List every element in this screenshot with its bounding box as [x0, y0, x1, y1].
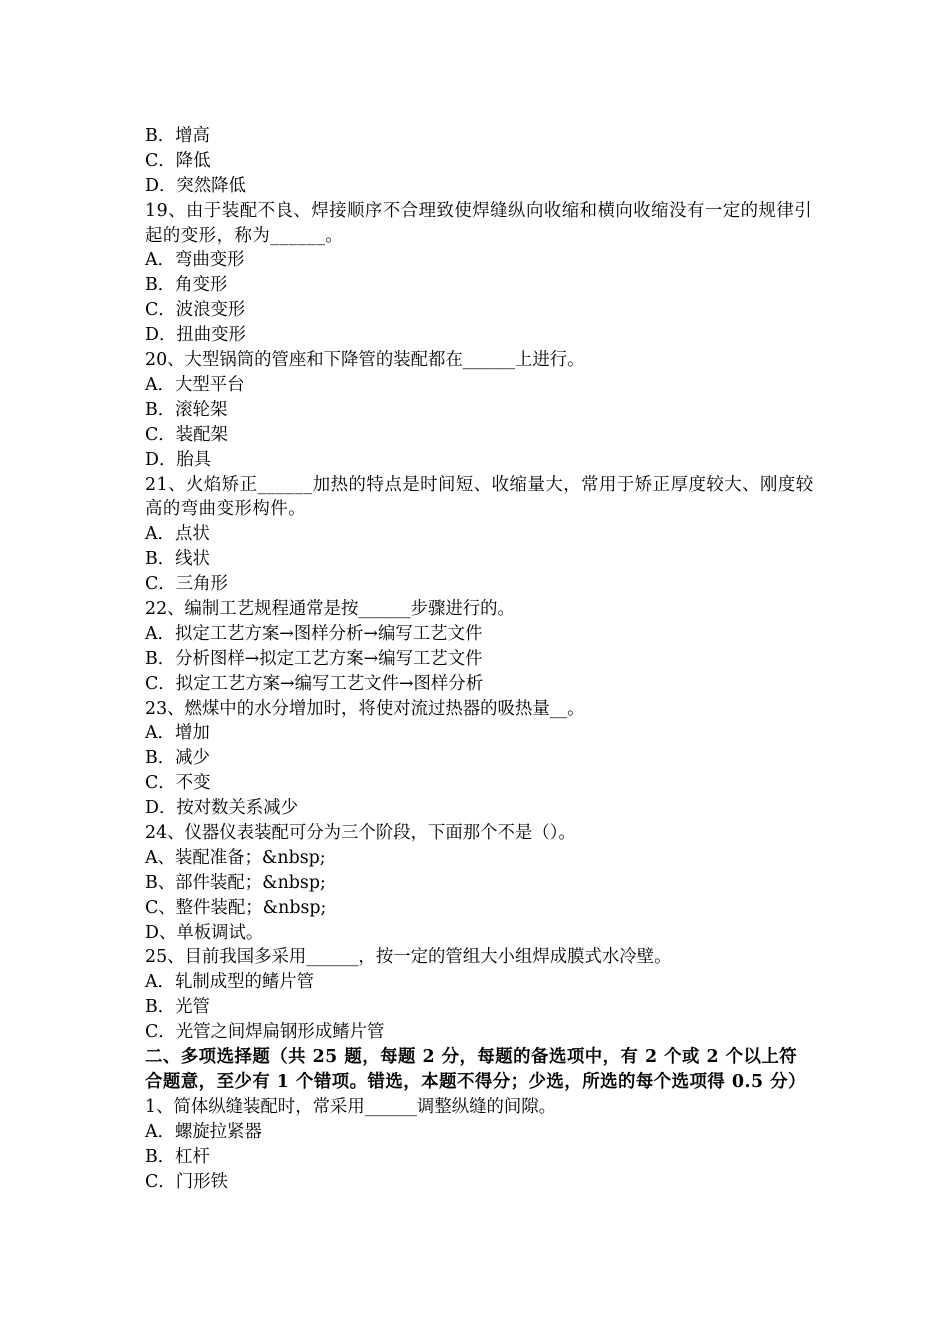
option-c: C．光管之间焊扁钢形成鳍片管	[145, 1022, 385, 1043]
option-a: A．螺旋拉紧器	[145, 1121, 262, 1142]
question-25: 25、目前我国多采用______，按一定的管组大小组焊成膜式水冷壁。	[145, 947, 672, 968]
option-d: D．突然降低	[145, 175, 246, 196]
question-22: 22、编制工艺规程通常是按______步骤进行的。	[145, 598, 515, 619]
question-19: 19、由于装配不良、焊接顺序不合理致使焊缝纵向收缩和横向收缩没有一定的规律引起的变形，称为______。	[145, 200, 813, 246]
option-b: B．增高	[145, 126, 210, 146]
option-c: C．门形铁	[145, 1171, 228, 1192]
question-1: 1、简体纵缝装配时，常采用______调整纵缝的间隙。	[145, 1096, 557, 1117]
option-c: C、整件装配；&nbsp;	[145, 897, 327, 918]
option-a: A．点状	[145, 524, 210, 545]
option-a: A．拟定工艺方案→图样分析→编写工艺文件	[145, 623, 483, 644]
option-b: B．光管	[145, 997, 210, 1018]
option-a: A．大型平台	[145, 374, 245, 395]
option-b: B．杠杆	[145, 1146, 210, 1167]
option-a: A．增加	[145, 723, 210, 744]
question-20: 20、大型锅筒的管座和下降管的装配都在______上进行。	[145, 350, 585, 371]
option-a: A．轧制成型的鳍片管	[145, 972, 315, 993]
option-b: B．分析图样→拟定工艺方案→编写工艺文件	[145, 648, 483, 669]
option-b: B、部件装配；&nbsp;	[145, 872, 326, 893]
document-page	[145, 124, 815, 1194]
option-d: D．胎具	[145, 449, 212, 470]
question-24: 24、仪器仪表装配可分为三个阶段，下面那个不是（）。	[145, 823, 576, 843]
option-c: C．不变	[145, 773, 211, 794]
section-heading-multiple-choice: 二、多项选择题（共 25 题，每题 2 分，每题的备选项中，有 2 个或 2 个以上符合题意，至少有 1 个错项。错选，本题不得分；少选，所选的每个选项得 0.5 分）	[145, 1047, 806, 1092]
option-d: D．扭曲变形	[145, 325, 246, 346]
option-a: A、装配准备；&nbsp;	[145, 847, 326, 868]
option-a: A．弯曲变形	[145, 250, 245, 271]
option-c: C．降低	[145, 150, 211, 171]
option-d: D、单板调试。	[145, 922, 264, 943]
option-b: B．角变形	[145, 275, 228, 296]
option-c: C．三角形	[145, 574, 228, 595]
option-b: B．线状	[145, 549, 210, 570]
option-d: D．按对数关系减少	[145, 798, 299, 819]
option-c: C．拟定工艺方案→编写工艺文件→图样分析	[145, 673, 484, 694]
option-b: B．滚轮架	[145, 399, 228, 420]
question-21: 21、火焰矫正______加热的特点是时间短、收缩量大，常用于矫正厚度较大、刚度较高的弯曲变形构件。	[145, 474, 814, 520]
question-23: 23、燃煤中的水分增加时，将使对流过热器的吸热量__。	[145, 698, 585, 719]
option-c: C．装配架	[145, 424, 228, 445]
option-c: C．波浪变形	[145, 300, 246, 321]
option-b: B．减少	[145, 748, 210, 769]
